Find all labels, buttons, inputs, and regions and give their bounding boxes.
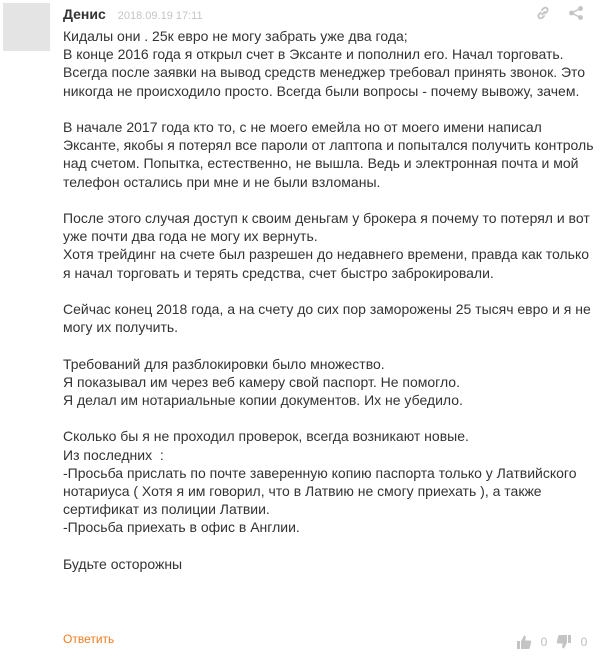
comment-text-line: Хотя трейдинг на счете был разрешен до недавнего времени, правда как только я начал торговать и терять средства, счет быстро заброкировали.: [63, 246, 593, 281]
comment-text-line: -Просьба приехать в офис в Англии.: [63, 519, 300, 536]
comment-header: [63, 6, 203, 24]
dislike-count: 0: [580, 635, 588, 649]
comment-text-line: Сколько бы я не проходил проверок, всегда возникают новые.: [63, 428, 469, 445]
paragraph-spacer: [63, 409, 598, 427]
comment-text-line: Требований для разблокировки было множество.: [63, 355, 385, 372]
thumbs-up-icon[interactable]: [515, 633, 533, 651]
comment-text-line: -Просьба прислать по почте заверенную копию паспорта только у Латвийского нотариуса ( Хотя я им говорил, что в Латвию не смогу приехать ), а также сертификат из полиции Латвии.: [63, 464, 581, 518]
reply-link[interactable]: Ответить: [63, 632, 115, 646]
comment-text-line: Сейчас конец 2018 года, а на счету до сих пор заморожены 25 тысяч евро и я не могу их получить.: [63, 301, 595, 336]
author-name: Денис: [63, 6, 106, 22]
thumbs-down-icon[interactable]: [555, 633, 573, 651]
comment-text-line: Кидалы они . 25к евро не могу забрать уже два года;: [63, 28, 408, 44]
comment-text-line: После этого случая доступ к своим деньгам у брокера я почему то потерял и вот уже почти два года не могу их вернуть.: [63, 210, 594, 245]
comment-text-line: Я показывал им через веб камеру свой паспорт. Не помогло.: [63, 373, 460, 390]
like-count: 0: [540, 635, 548, 649]
paragraph-spacer: [63, 537, 598, 555]
vote-actions: [515, 633, 589, 651]
comment-text-line: Будьте осторожны: [63, 555, 183, 572]
link-icon[interactable]: [534, 4, 552, 22]
comment-text-line: В конце 2016 года я открыл счет в Эксанте и пополнил его. Начал торговать. Всегда после заявки на вывод средств менеджер требовал принять звонок. Это никогда не происходило просто. Всегда были вопросы - почему вывожу, зачем.: [63, 46, 589, 99]
paragraph-spacer: [63, 191, 598, 209]
comment-text-line: Я делал им нотариальные копии документов. Их не убедило.: [63, 392, 463, 408]
comment-text-line: Из последних :: [63, 446, 164, 463]
share-icon[interactable]: [567, 4, 585, 22]
paragraph-spacer: [63, 282, 598, 300]
comment-top-actions: [534, 4, 585, 22]
comment-text-line: В начале 2017 года кто то, с не моего емейла но от моего имени написал Эксанте, якобы я потерял все пароли от лаптопа и попытался получить контроль над счетом. Попытка, естественно, не вышла. Ведь и электронная почта и мой телефон остались при мне и не были взломаны.: [63, 119, 598, 190]
paragraph-spacer: [63, 100, 598, 118]
comment-date: 2018.09.19 17:11: [117, 10, 203, 22]
comment-body: [63, 27, 598, 573]
avatar: [3, 3, 50, 51]
paragraph-spacer: [63, 336, 598, 354]
